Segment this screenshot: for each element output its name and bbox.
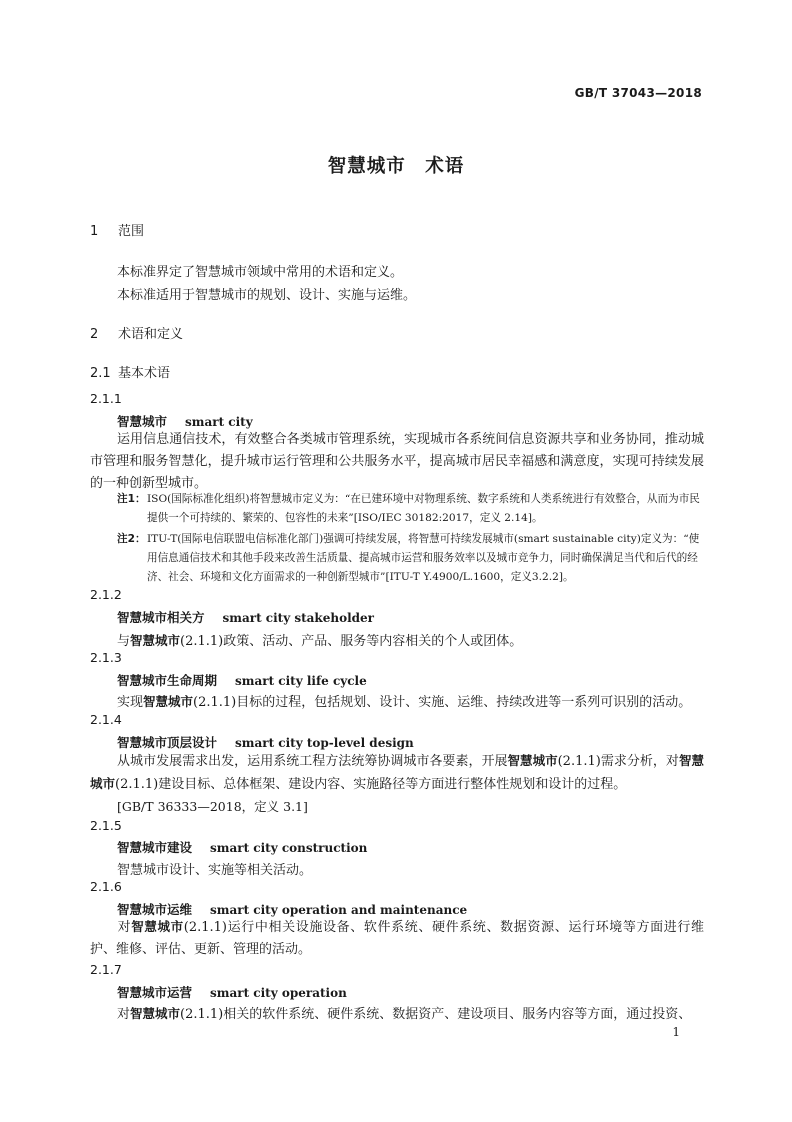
term-definition: 对智慧城市(2.1.1)相关的软件系统、硬件系统、数据资产、建设项目、服务内容等方面，通过投资、: [117, 1006, 692, 1022]
term-definition: 实现智慧城市(2.1.1)目标的过程，包括规划、设计、实施、运维、持续改进等一系列可识别的活动。: [117, 694, 692, 710]
term-heading: 智慧城市运营 smart city operation: [117, 985, 347, 1000]
term-heading: 智慧城市顶层设计 smart city top-level design: [117, 735, 414, 750]
section-2-1-heading: 2.1 基本术语: [90, 366, 171, 381]
term-heading: 智慧城市相关方 smart city stakeholder: [117, 610, 375, 625]
section-2-heading: 2 术语和定义: [90, 327, 184, 342]
term-definition: 从城市发展需求出发，运用系统工程方法统筹协调城市各要素，开展智慧城市(2.1.1)需求分析，对智慧城市(2.1.1)建设目标、总体框架、建设内容、实施路径等方面进行整体性规划和设计的过程。: [90, 753, 704, 792]
term-number: 2.1.5: [90, 818, 122, 833]
term-definition: 与智慧城市(2.1.1)政策、活动、产品、服务等内容相关的个人或团体。: [117, 633, 523, 649]
term-heading: 智慧城市建设 smart city construction: [117, 840, 368, 855]
term-number: 2.1.2: [90, 587, 122, 602]
term-heading: 智慧城市 smart city: [117, 414, 253, 429]
term-number: 2.1.3: [90, 650, 122, 665]
source-reference: [GB/T 36333—2018，定义 3.1]: [117, 799, 308, 814]
term-definition: 对智慧城市(2.1.1)运行中相关设施设备、软件系统、硬件系统、数据资源、运行环境等方面进行维护、维修、评估、更新、管理的活动。: [90, 919, 704, 957]
term-number: 2.1.6: [90, 879, 122, 894]
scope-paragraph-1: 本标准界定了智慧城市领域中常用的术语和定义。: [117, 265, 404, 280]
section-1-heading: 1 范围: [90, 224, 145, 239]
term-heading: 智慧城市生命周期 smart city life cycle: [117, 673, 367, 688]
term-definition: 运用信息通信技术，有效整合各类城市管理系统，实现城市各系统间信息资源共享和业务协同，推动城市管理和服务智慧化，提升城市运行管理和公共服务水平，提高城市居民幸福感和满意度，实现可持续发展的一种创新型城市。: [90, 432, 704, 491]
note-1: 注1： ISO(国际标准化组织)将智慧城市定义为：“在已建环境中对物理系统、数字系统和人类系统进行有效整合，从而为市民提供一个可持续的、繁荣的、包容性的未来”[ISO/IEC 30182:2017，定义 2.14]。: [117, 493, 700, 524]
term-heading: 智慧城市运维 smart city operation and maintenance: [117, 902, 468, 917]
term-number: 2.1.7: [90, 962, 122, 977]
standard-number: GB/T 37043—2018: [574, 86, 702, 100]
page-number: 1: [672, 1025, 680, 1039]
note-2: 注2： ITU-T(国际电信联盟电信标准化部门)强调可持续发展，将智慧可持续发展城市(smart sustainable city)定义为：“使用信息通信技术和其他手段来改善生活质量、提高城市运营和服务效率以及城市竞争力，同时确保满足当代和后代的经济、社会、环境和文化方面需求的一种创新型城市”[ITU-T Y.4900/L.1600，定义3.2.2]。: [117, 533, 700, 583]
term-number: 2.1.4: [90, 712, 122, 727]
term-definition: 智慧城市设计、实施等相关活动。: [117, 863, 313, 878]
scope-paragraph-2: 本标准适用于智慧城市的规划、设计、实施与运维。: [117, 288, 417, 303]
term-number: 2.1.1: [90, 391, 122, 406]
document-title: 智慧城市 术语: [327, 156, 465, 177]
